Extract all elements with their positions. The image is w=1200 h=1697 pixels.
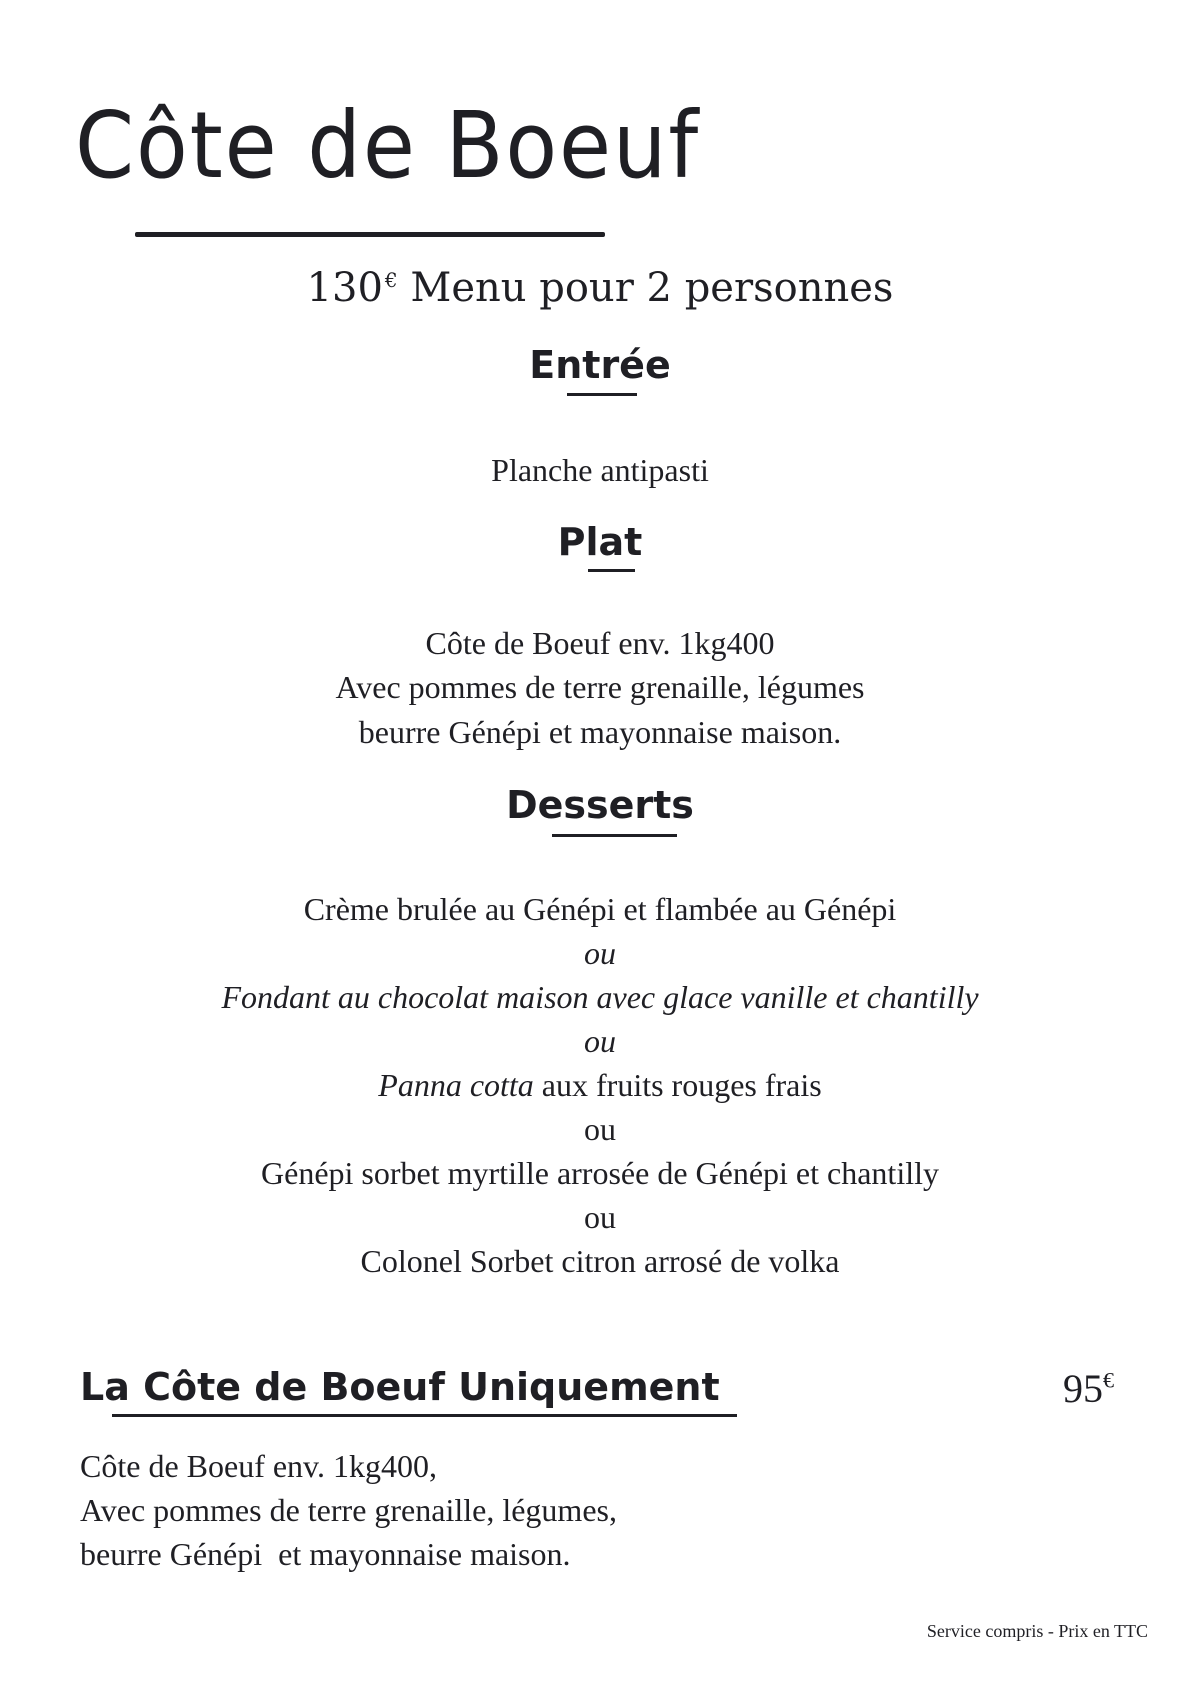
menu-currency: € (384, 267, 398, 292)
dessert-or-4: ou (584, 1199, 616, 1235)
plat-underline (588, 569, 635, 572)
entree-item: Planche antipasti (491, 452, 709, 488)
title-underline (135, 232, 605, 237)
footer-note: Service compris - Prix en TTC (926, 1621, 1148, 1641)
dessert-3-italic: Panna cotta (378, 1067, 534, 1103)
dessert-3-rest: aux fruits rouges frais (533, 1067, 822, 1103)
dessert-2: Fondant au chocolat maison avec glace vanille et chantilly (221, 979, 979, 1015)
desserts-underline (552, 834, 677, 837)
plat-line-2: Avec pommes de terre grenaille, légumes (335, 669, 865, 705)
dessert-3 (0, 1067, 1200, 1104)
uniquement-currency: € (1103, 1367, 1114, 1393)
menu-title: Côte de Boeuf (75, 92, 701, 199)
uniquement-price-value: 95 (1063, 1366, 1103, 1411)
uniquement-line-2: Avec pommes de terre grenaille, légumes, (80, 1492, 617, 1528)
uniquement-line-1: Côte de Boeuf env. 1kg400, (80, 1448, 437, 1484)
entree-heading: Entrée (529, 343, 671, 387)
menu-subtitle (0, 265, 1200, 311)
desserts-heading: Desserts (506, 783, 694, 827)
menu-price: 130 (306, 265, 383, 311)
dessert-4: Génépi sorbet myrtille arrosée de Génépi et chantilly (261, 1155, 939, 1191)
dessert-or-2: ou (584, 1023, 616, 1059)
plat-line-1: Côte de Boeuf env. 1kg400 (425, 625, 775, 661)
entree-underline (567, 393, 637, 396)
uniquement-line-3: beurre Génépi et mayonnaise maison. (80, 1536, 571, 1572)
menu-label: Menu pour 2 personnes (410, 265, 894, 311)
plat-heading: Plat (557, 520, 643, 564)
uniquement-underline (112, 1414, 737, 1417)
dessert-5: Colonel Sorbet citron arrosé de volka (360, 1243, 840, 1279)
uniquement-heading: La Côte de Boeuf Uniquement (80, 1365, 720, 1409)
dessert-1: Crème brulée au Génépi et flambée au Génépi (303, 891, 897, 927)
plat-line-3: beurre Génépi et mayonnaise maison. (358, 714, 842, 750)
dessert-or-3: ou (584, 1111, 616, 1147)
uniquement-price (1063, 1365, 1114, 1412)
dessert-or-1: ou (584, 935, 616, 971)
